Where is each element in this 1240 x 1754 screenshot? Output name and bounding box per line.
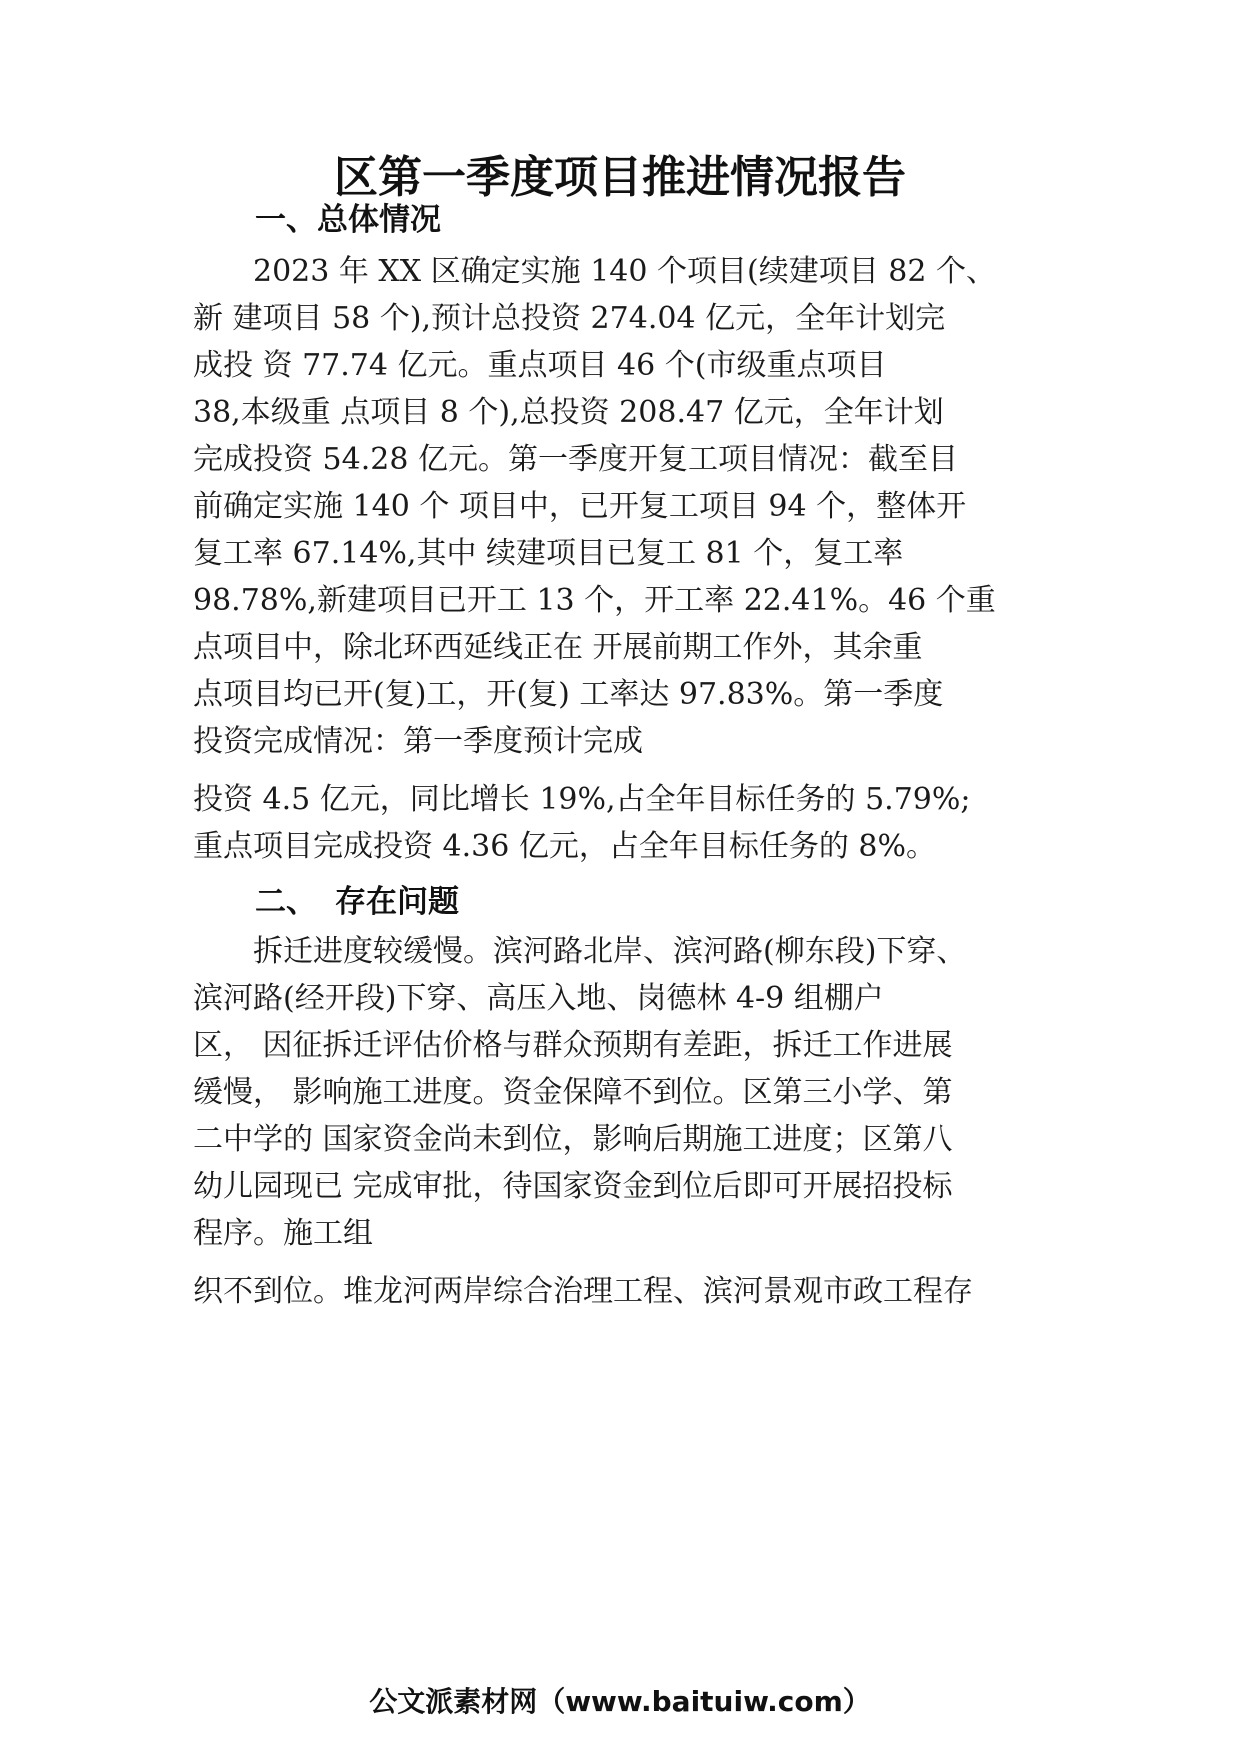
paragraph-line: 投资 4.5 亿元，同比增长 19%,占全年目标任务的 5.79%; [193,782,971,817]
section-heading-text: 存在问题 [335,884,459,920]
paragraph-line: 二中学的 国家资金尚未到位，影响后期施工进度；区第八 [193,1122,953,1157]
section-heading-overview: 一、总体情况 [255,202,441,238]
paragraph-line: 区， 因征拆迁评估价格与群众预期有差距，拆迁工作进展 [193,1028,953,1063]
paragraph-line: 98.78%,新建项目已开工 13 个，开工率 22.41%。46 个重 [193,583,996,618]
paragraph-line: 2023 年 XX 区确定实施 140 个项目(续建项目 82 个、 [193,254,996,289]
paragraph-line: 重点项目完成投资 4.36 亿元，占全年目标任务的 8%。 [193,829,936,864]
footer-watermark: 公文派素材网（www.baituiw.com） [369,1685,871,1718]
paragraph-line: 成投 资 77.74 亿元。重点项目 46 个(市级重点项目 [193,348,887,383]
paragraph-line: 点项目均已开(复)工，开(复) 工率达 97.83%。第一季度 [193,677,944,712]
section-heading-issues [255,882,459,922]
paragraph-line: 拆迁进度较缓慢。滨河路北岸、滨河路(柳东段)下穿、 [193,934,967,969]
paragraph-line: 幼儿园现已 完成审批，待国家资金到位后即可开展招投标 [193,1169,953,1204]
paragraph-line: 投资完成情况：第一季度预计完成 [193,724,643,759]
paragraph-line: 复工率 67.14%,其中 续建项目已复工 81 个，复工率 [193,536,904,571]
paragraph-line: 38,本级重 点项目 8 个),总投资 208.47 亿元，全年计划 [193,395,944,430]
paragraph-line: 缓慢， 影响施工进度。资金保障不到位。区第三小学、第 [193,1075,953,1110]
paragraph-line: 滨河路(经开段)下穿、高压入地、岗德林 4-9 组棚户 [193,981,884,1016]
paragraph-line: 程序。施工组 [193,1216,373,1251]
document-title: 区第一季度项目推进情况报告 [334,152,906,203]
paragraph-line: 新 建项目 58 个),预计总投资 274.04 亿元，全年计划完 [193,301,946,336]
paragraph-line: 织不到位。堆龙河两岸综合治理工程、滨河景观市政工程存 [193,1274,973,1309]
paragraph-line: 完成投资 54.28 亿元。第一季度开复工项目情况：截至目 [193,442,958,477]
section-heading-number: 二、 [255,884,317,920]
paragraph-line: 前确定实施 140 个 项目中，已开复工项目 94 个，整体开 [193,489,967,524]
paragraph-line: 点项目中，除北环西延线正在 开展前期工作外，其余重 [193,630,923,665]
